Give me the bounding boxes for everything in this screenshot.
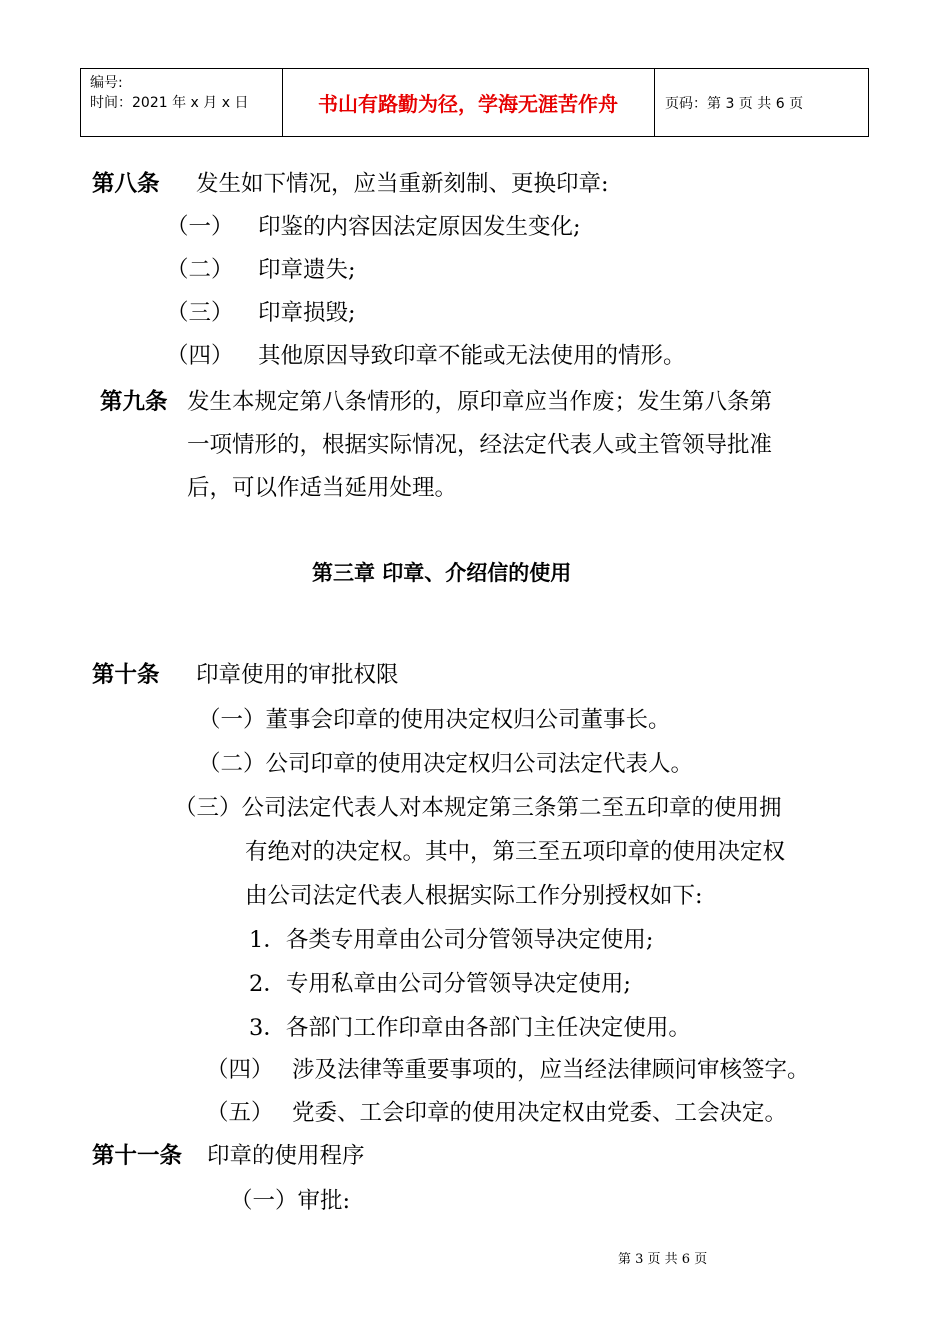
- article-11-title: 第十一条: [92, 1143, 183, 1169]
- article-10-item-4-num: （四）: [206, 1057, 274, 1083]
- article-10-sub-2: 2．专用私章由公司分管领导决定使用;: [249, 971, 631, 997]
- header-page-info: 页码：第 3 页 共 6 页: [665, 95, 804, 112]
- article-8-item-4-text: 其他原因导致印章不能或无法使用的情形。: [258, 343, 686, 369]
- article-10-item-5-text: 党委、工会印章的使用决定权由党委、工会决定。: [292, 1100, 788, 1126]
- chapter-3-heading: 第三章 印章、介绍信的使用: [312, 561, 572, 585]
- article-10-item-3-line-2: 有绝对的决定权。其中，第三至五项印章的使用决定权: [245, 839, 786, 865]
- article-8-item-2-num: （二）: [166, 257, 234, 283]
- header-meta: [90, 73, 248, 113]
- article-8-item-2-text: 印章遗失;: [258, 257, 356, 283]
- article-10-title: 第十条: [92, 662, 160, 688]
- header-motto: 书山有路勤为径，学海无涯苦作舟: [318, 92, 618, 116]
- header-divider-2: [654, 69, 655, 136]
- article-8-item-3-num: （三）: [166, 300, 234, 326]
- article-8-item-4-num: （四）: [166, 343, 234, 369]
- article-10-item-3-line-3: 由公司法定代表人根据实际工作分别授权如下:: [245, 883, 703, 909]
- article-9-line-2: 一项情形的，根据实际情况，经法定代表人或主管领导批准: [187, 432, 773, 458]
- header-number-label: 编号:: [90, 75, 123, 91]
- article-9-line-1: 发生本规定第八条情形的，原印章应当作废；发生第八条第: [187, 389, 773, 415]
- article-8-text: 发生如下情况，应当重新刻制、更换印章:: [196, 171, 609, 197]
- article-10-item-5-num: （五）: [206, 1100, 274, 1126]
- article-10-sub-1: 1．各类专用章由公司分管领导决定使用;: [249, 927, 654, 953]
- article-8-item-1-num: （一）: [166, 214, 234, 240]
- article-10-item-3-line-1: （三）公司法定代表人对本规定第三条第二至五印章的使用拥: [174, 795, 782, 821]
- article-11-text: 印章的使用程序: [207, 1143, 365, 1169]
- article-8-title: 第八条: [92, 171, 160, 197]
- page-footer: 第 3 页 共 6 页: [618, 1252, 708, 1267]
- article-9-line-3: 后，可以作适当延用处理。: [187, 475, 458, 501]
- header-border-right: [868, 69, 869, 136]
- article-10-item-4-text: 涉及法律等重要事项的，应当经法律顾问审核签字。: [292, 1057, 810, 1083]
- article-10-item-2: （二）公司印章的使用决定权归公司法定代表人。: [198, 751, 694, 777]
- article-10-text: 印章使用的审批权限: [196, 662, 399, 688]
- header-time-label: 时间：2021 年 x 月 x 日: [90, 95, 249, 111]
- article-9-title: 第九条: [100, 389, 168, 415]
- article-8-item-1-text: 印鉴的内容因法定原因发生变化;: [258, 214, 581, 240]
- page-header: [80, 68, 869, 137]
- header-border-left: [80, 69, 81, 136]
- article-8-item-3-text: 印章损毁;: [258, 300, 356, 326]
- article-10-sub-3: 3．各部门工作印章由各部门主任决定使用。: [249, 1015, 691, 1041]
- article-11-item-1: （一）审批:: [230, 1188, 351, 1214]
- article-10-item-1: （一）董事会印章的使用决定权归公司董事长。: [198, 707, 671, 733]
